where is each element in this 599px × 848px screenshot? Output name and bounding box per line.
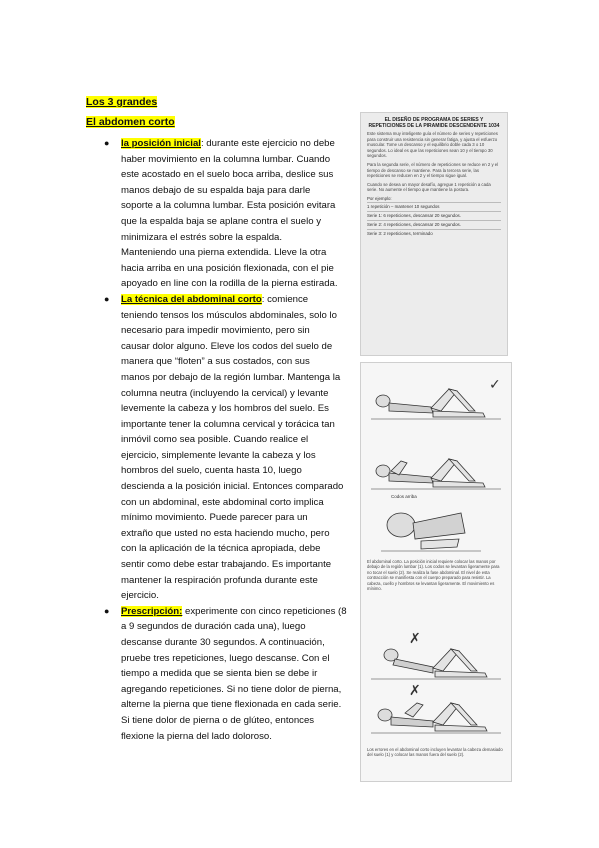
text-line: sentir como debe estar trabajando. Es importante bbox=[121, 559, 332, 571]
illustration-caption-top: El abdominal corto. La posición inicial requiere colocar las manos por debajo de la región lumbar (1). Los codos se levantan ligeramente para no tocar el suelo (2). Se realiza la fase abdominal. El nivel de esta contracción se manifiesta con el cuerpo preparado para resistir. La cabeza, cuello y hombros se levantan ligeramente. El movimiento es mínimo. bbox=[367, 559, 500, 592]
text-line: flexione la pierna del lado doloroso. bbox=[121, 730, 272, 742]
text-line: teniendo tensos los músculos abdominales, solo lo bbox=[121, 309, 337, 321]
text-line: inmóvil como sea posible. Cuando realice el bbox=[121, 434, 309, 446]
text-line: hacia arriba en una posición flexionada, con el pie bbox=[121, 262, 334, 274]
text-line: necesario para impedir movimiento, pero sin bbox=[121, 325, 310, 337]
figure-3-illustration bbox=[381, 513, 481, 551]
scanned-program-box bbox=[360, 112, 508, 356]
bullet-icon: ● bbox=[104, 605, 110, 616]
scan-text: Este sistema muy inteligente guía el número de series y repeticiones para construir una resistencia sin generar fatiga, y ajusta el esfuerzo muscular. Tome un descanso y el equilibrio doble cada 3 o 10 segundos. Lo ideal es que las repeticiones sean 10 y el tiempo 30 segundos. Para la segunda serie, el número de repeticiones se reduce en 2 y el tiempo de descanso se mantiene. Para la tercera serie, las repeticiones se reducen en 2 y el tiempo sigue igual. Cuando se desea un mayor desafío, agregue 1 repetición a cada serie. No aumente el tiempo que mantiene la postura. bbox=[367, 131, 499, 193]
elbows-label: Codos arriba bbox=[391, 494, 417, 499]
figure-5-illustration bbox=[371, 703, 501, 733]
text-line: con la aplicación de la técnica apropiada, debe bbox=[121, 543, 321, 555]
text-line: descienda a la posición inicial. Entonces comparado bbox=[121, 481, 344, 493]
text-line: columna neutra (incluyendo la cervical) y levante bbox=[121, 387, 329, 399]
bullet-icon: ● bbox=[104, 138, 110, 148]
text-line: haber movimiento en la columna lumbar. Cuando bbox=[121, 153, 331, 165]
figure-1-illustration bbox=[371, 389, 501, 419]
text-line: minimizara el estrés sobre la espalda. bbox=[121, 231, 283, 243]
scanned-illustration-box bbox=[360, 362, 512, 782]
illustration-caption-bottom: Los errores en el abdominal corto incluyen levantar la cabeza demasiado del suelo (1) y colocar las manos fuera del suelo (2). bbox=[367, 747, 503, 758]
scan-example-list: Por ejemplo: 1 repetición – mantener 10 segundos Serie 1: 6 repeticiones, descansar 20 segundos. Serie 2: 4 repeticiones, descansar 20 segundos. Serie 3: 2 repeticiones, terminado bbox=[361, 196, 507, 238]
check-mark-icon: ✓ bbox=[489, 377, 501, 393]
scan-title: EL DISEÑO DE PROGRAMA DE SERIES Y REPETICIONES DE LA PIRAMIDE DESCENDENTE 1034 bbox=[368, 117, 500, 129]
body-column bbox=[104, 136, 362, 744]
text-line: importante tener la columna cervical y torácica tan bbox=[121, 418, 335, 430]
cross-mark-icon: ✗ bbox=[409, 683, 421, 699]
text-line: que la espalda baja se aplane contra el suelo y bbox=[121, 215, 322, 227]
figure-2-illustration bbox=[371, 459, 501, 489]
text-line: manos debajo de su espalda baja para darle bbox=[121, 184, 311, 196]
text-line: levemente la cabeza y los hombros del suelo. Es bbox=[121, 403, 329, 415]
text-line: manos por debajo de la región lumbar. Mantenga la bbox=[121, 371, 341, 383]
text-line: a 9 segundos de duración cada una), luego bbox=[121, 621, 306, 633]
text-line: mantener la respiración profunda durante este bbox=[121, 574, 318, 586]
text-line: pruebe tres repeticiones, luego descanse. Con el bbox=[121, 652, 330, 664]
text-line: con un abdominal, este abdominal corto implica bbox=[121, 496, 324, 508]
text-line: mínimo movimiento. Puede parecer para un bbox=[121, 512, 308, 524]
text-line: soporte a la columna lumbar. Esta posición evitara bbox=[121, 200, 336, 212]
scan-row: Serie 1: 6 repeticiones, descansar 20 segundos. bbox=[367, 211, 501, 220]
scan-row: Serie 3: 2 repeticiones, terminado bbox=[367, 229, 501, 238]
text-line: manera que “floten” a sus costados, con sus bbox=[121, 356, 310, 368]
subsection-heading: El abdomen corto bbox=[86, 116, 175, 128]
text-line: ejercicio, simplemente levante la cabeza y los bbox=[121, 449, 316, 461]
text-line: agregando repeticiones. Si no tiene dolor de pierna, bbox=[121, 683, 342, 695]
text-line: hombros del suelo, cuenta hasta 10, luego bbox=[121, 465, 302, 477]
text-line: alterne la pierna que tiene flexionada en cada serie. bbox=[121, 699, 342, 711]
text-line: este acostado en el suelo boca arriba, deslice sus bbox=[121, 169, 334, 181]
bullet-item-prescripcion: ● Prescripción: experimente con cinco repeticiones (8 a 9 segundos de duración cada una), luego descanse durante 30 segundos. A continuación, pruebe tres repeticiones, luego descanse. Con el tiempo a medida que se sienta bien se debe ir agregando repeticiones. Si no tiene dolor de pierna, alterne la pierna que tiene flexionada en cada serie. Si tiene dolor de pierna o de glúteo, entonces flexione la pierna del lado doloroso. bbox=[104, 604, 362, 744]
scan-row: 1 repetición – mantener 10 segundos bbox=[367, 202, 501, 211]
bullet-item-posicion-inicial: ● la posición inicial: durante este ejercicio no debe haber movimiento en la columna lumbar. Cuando este acostado en el suelo boca arriba, deslice sus manos debajo de su espalda baja para darle soporte a la columna lumbar. Esta posición evitara que la espalda baja se aplane contra el suelo y minimizara el estrés sobre la espalda. Manteniendo una pierna extendida. Lleve la otra hacia arriba en una posición flexionada, con el pie apoyado en line con la rodilla de la pierna estirada. bbox=[104, 136, 362, 292]
text-line: ejercicio. bbox=[121, 590, 159, 602]
scan-row: Serie 2: 4 repeticiones, descansar 20 segundos. bbox=[367, 220, 501, 229]
figure-4-illustration bbox=[371, 649, 501, 679]
text-line: Si tiene dolor de pierna o de glúteo, entonces bbox=[121, 714, 315, 726]
text-line: tiempo a medida que se sienta bien se debe ir bbox=[121, 668, 318, 680]
cross-mark-icon: ✗ bbox=[409, 631, 421, 647]
bullet-icon: ● bbox=[104, 293, 110, 304]
text-line: descanse durante 30 segundos. A continuación, bbox=[121, 637, 325, 648]
text-line: Manteniendo una pierna extendida. Lleve la otra bbox=[121, 247, 327, 259]
text-line: extraño que usted no esta haciendo mucho, pero bbox=[121, 527, 330, 539]
text-line: apoyado en line con la rodilla de la pierna estirada. bbox=[121, 278, 338, 290]
section-heading: Los 3 grandes bbox=[86, 96, 158, 108]
text-line: causar dolor alguno. Eleve los codos del suelo de bbox=[121, 340, 333, 352]
bullet-item-tecnica: ● La técnica del abdominal corto: comience teniendo tensos los músculos abdominales, solo lo necesario para impedir movimiento, pero sin causar dolor alguno. Eleve los codos del suelo de manera que “floten” a sus costados, con sus manos por debajo de la región lumbar. Mantenga la columna neutra (incluyendo la cervical) y levante levemente la cabeza y los hombros del suelo. Es importante tener la columna cervical y torácica tan inmóvil como sea posible. Cuando realice el ejercicio, simplemente levante la cabeza y los hombros del suelo, cuenta hasta 10, luego descienda a la posición inicial. Entonces comparado con un abdominal, este abdominal corto implica mínimo movimiento. Puede parecer para un extraño que usted no esta haciendo mucho, pero con la aplicación de la técnica apropiada, debe sentir como debe estar trabajando. Es importante mantener la respiración profunda durante este ejercicio. bbox=[104, 292, 362, 604]
